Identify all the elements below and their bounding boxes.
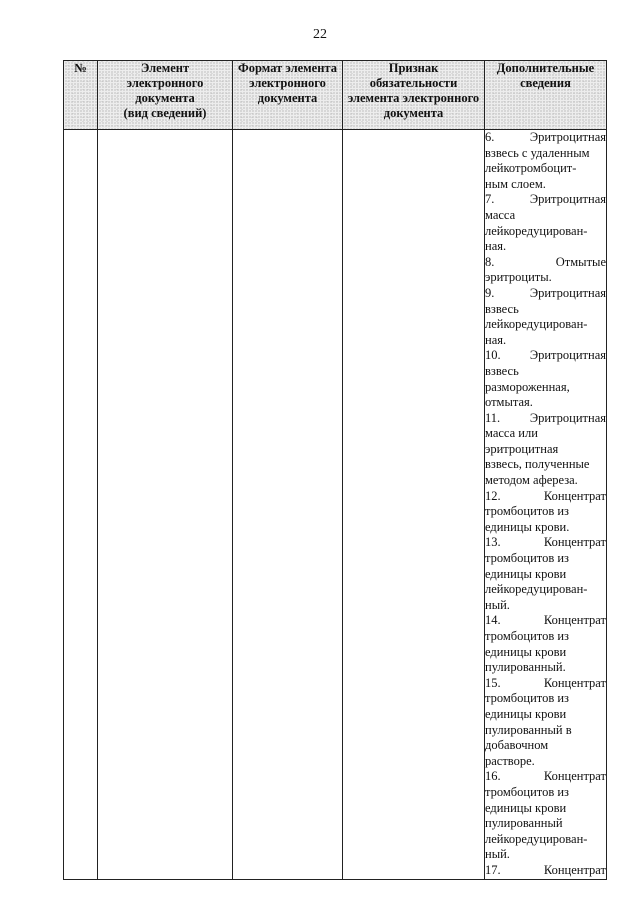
additional-info-line: взвесь [485,301,519,316]
additional-info-line: добавочном [485,738,549,753]
header-line: элемента электронного [347,91,480,105]
additional-info-line: эритроцитная [485,441,559,456]
additional-info-line: 14. Концентрат [485,613,606,628]
additional-info-line: 7. Эритроцитная [485,192,606,207]
additional-info-line: 10. Эритроцитная [485,348,606,363]
data-table [63,60,607,880]
cell-format [233,130,343,880]
header-line: документа [257,91,318,105]
additional-info-line: 8. Отмытые [485,254,606,269]
header-line: Формат элемента [238,61,337,75]
page-number: 22 [313,27,327,42]
additional-info-line: 6. Эритроцитная [485,130,606,144]
additional-info-line: ный. [485,847,510,862]
additional-info-line: ная. [485,332,507,347]
additional-info-line: лейкоредуцирован- [485,582,588,597]
additional-info-line: лейкоредуцирован- [485,223,588,238]
additional-info-line: 9. Эритроцитная [485,285,606,300]
additional-info-line: лейкоредуцирован- [485,831,588,846]
header-line: Дополнительные [496,61,595,75]
additional-info-line: ный. [485,597,510,612]
header-line: (вид сведений) [123,106,207,120]
additional-info-line: масса или [485,426,538,441]
additional-info-line: взвесь, полученные [485,457,590,472]
additional-info-line: 16. Концентрат [485,769,606,784]
header-format [233,61,343,130]
additional-info-line: масса [485,207,516,222]
additional-info-line: эритроциты. [485,270,552,285]
header-line: Элемент [140,61,190,75]
cell-additional-info [485,130,607,880]
additional-info-line: тромбоцитов из [485,504,569,519]
table-header-row [64,61,607,130]
additional-info-line: пулированный в [485,722,572,737]
additional-info-text [485,130,606,879]
additional-info-line: 12. Концентрат [485,488,606,503]
cell-mandatory [343,130,485,880]
additional-info-line: размороженная, [485,379,570,394]
additional-info-line: единицы крови [485,566,567,581]
header-line: документа [383,106,444,120]
header-additional-info [485,61,607,130]
header-line: электронного [249,76,326,90]
additional-info-line: единицы крови [485,706,567,721]
additional-info-line: 15. Концентрат [485,675,606,690]
additional-info-line: взвесь с удаленным [485,145,590,160]
additional-info-line: 17. Концентрат [485,862,606,877]
additional-info-line: тромбоцитов из [485,629,569,643]
additional-info-line: взвесь [485,363,519,378]
additional-info-line: единицы крови [485,800,567,815]
additional-info-line: 11. Эритроцитная [485,410,606,425]
additional-info-line: лейкоредуцирован- [485,317,588,332]
header-line: обязательности [369,76,458,90]
additional-info-line: единицы крови. [485,519,570,534]
header-line: сведения [520,76,571,90]
additional-info-line: пулированный [485,816,563,831]
cell-element [98,130,233,880]
cell-number [64,130,98,880]
table-row [64,130,607,880]
additional-info-line: единицы крови [485,644,567,659]
additional-info-line: лейкотромбоцит- [485,161,577,176]
additional-info-line: тромбоцитов из [485,691,569,706]
header-line: документа [135,91,195,105]
header-mandatory [343,61,485,130]
additional-info-line: методом афереза. [485,473,578,488]
additional-info-line: пулированный. [485,660,566,675]
header-number [64,61,98,130]
additional-info-line: тромбоцитов из [485,784,569,799]
additional-info-line: отмытая. [485,395,533,410]
additional-info-line: 13. Концентрат [485,535,606,550]
header-line: электронного [126,76,204,90]
header-line: Признак [388,61,439,75]
additional-info-line: ная. [485,239,507,254]
header-line: № [74,61,87,75]
additional-info-line: тромбоцитов из [485,551,569,566]
header-element [98,61,233,130]
additional-info-line: ным слоем. [485,176,546,191]
additional-info-line: растворе. [485,753,535,768]
